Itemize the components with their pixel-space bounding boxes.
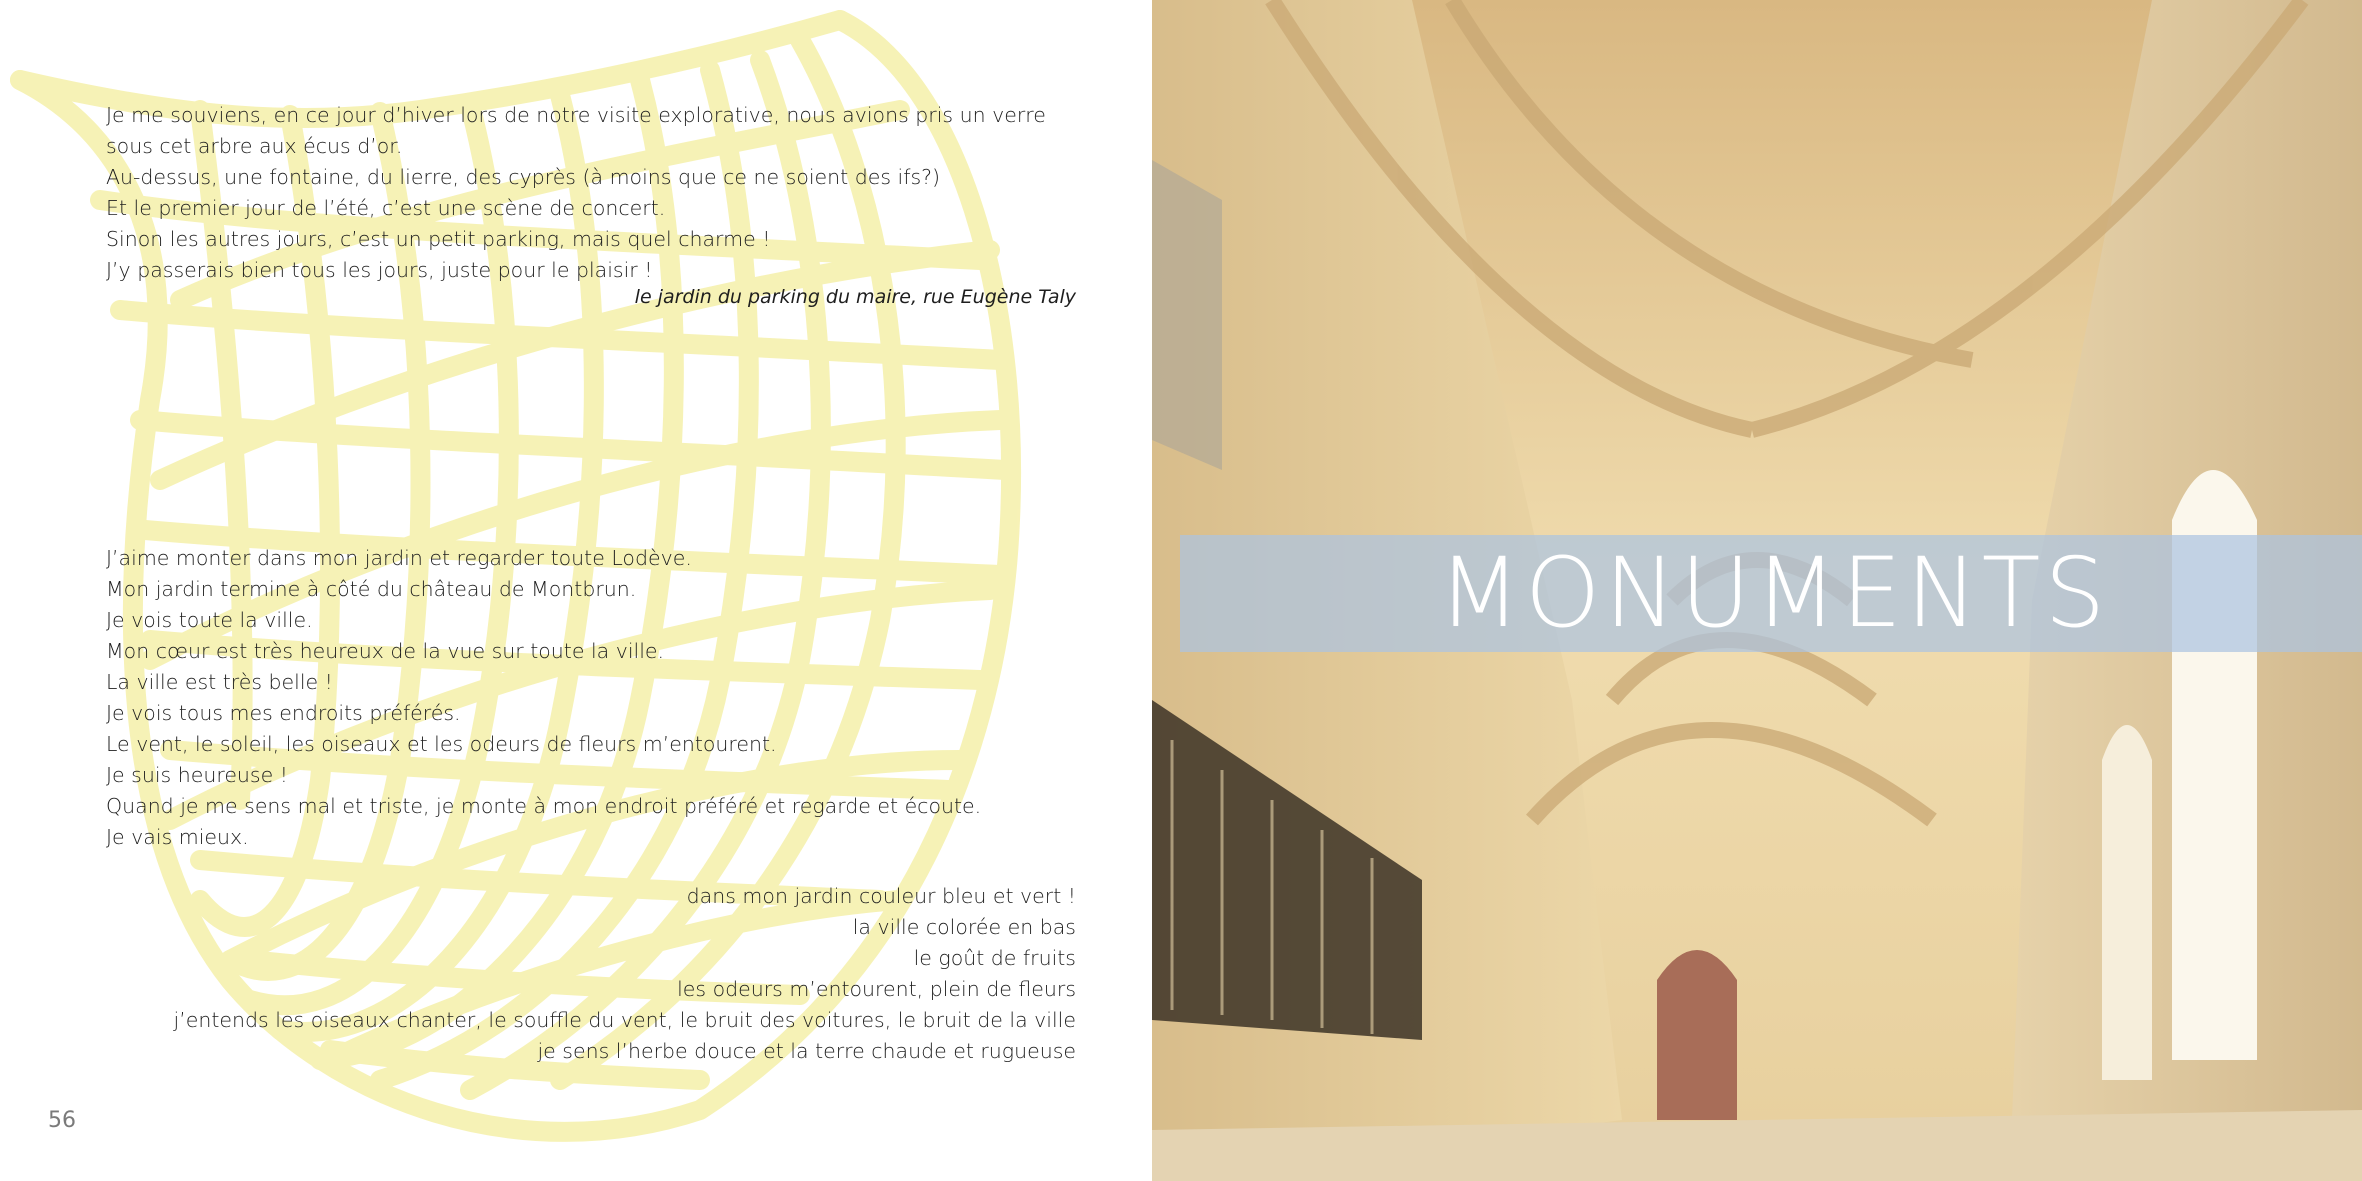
text-line: Je vois toute la ville. [106, 608, 313, 632]
poem-caption: le jardin du parking du maire, rue Eugène Taly [634, 286, 1076, 308]
text-line: Sinon les autres jours, c’est un petit parking, mais quel charme ! [106, 227, 771, 251]
text-line: Je me souviens, en ce jour d’hiver lors de notre visite explorative, nous avions pris un verre sous cet arbre aux écus d’or. [106, 103, 1046, 158]
text-line: Au-dessus, une fontaine, du lierre, des cyprès (à moins que ce ne soient des ifs?) [106, 165, 941, 189]
right-page [1152, 0, 2362, 1181]
text-line: Je suis heureuse ! [106, 763, 288, 787]
title-banner [1180, 535, 2362, 652]
text-line: dans mon jardin couleur bleu et vert ! [686, 884, 1076, 908]
poem-block-1 [106, 100, 1076, 286]
text-line: la ville colorée en bas [852, 915, 1076, 939]
text-line: j’entends les oiseaux chanter, le souffle du vent, le bruit des voitures, le bruit de la ville [173, 1008, 1076, 1032]
text-line: Et le premier jour de l’été, c’est une scène de concert. [106, 196, 666, 220]
text-line: je sens l’herbe douce et la terre chaude et rugueuse [537, 1039, 1076, 1063]
poem-block-2 [106, 543, 1076, 853]
poem-block-3 [106, 881, 1076, 1067]
text-line: Mon jardin termine à côté du château de Montbrun. [106, 577, 637, 601]
text-line: La ville est très belle ! [106, 670, 333, 694]
text-line: J’aime monter dans mon jardin et regarder toute Lodève. [106, 546, 692, 570]
text-line: Quand je me sens mal et triste, je monte à mon endroit préféré et regarde et écoute. [106, 794, 982, 818]
text-line: Je vais mieux. [106, 825, 249, 849]
text-line: le goût de fruits [913, 946, 1076, 970]
page-number: 56 [48, 1108, 76, 1133]
text-line: Je vois tous mes endroits préférés. [106, 701, 461, 725]
section-title: MONUMENTS [1438, 537, 2110, 649]
text-line: les odeurs m’entourent, plein de fleurs [677, 977, 1076, 1001]
text-line: J’y passerais bien tous les jours, juste pour le plaisir ! [106, 258, 653, 282]
text-line: Mon cœur est très heureux de la vue sur toute la ville. [106, 639, 665, 663]
left-page [0, 0, 1152, 1181]
text-line: Le vent, le soleil, les oiseaux et les odeurs de fleurs m’entourent. [106, 732, 777, 756]
